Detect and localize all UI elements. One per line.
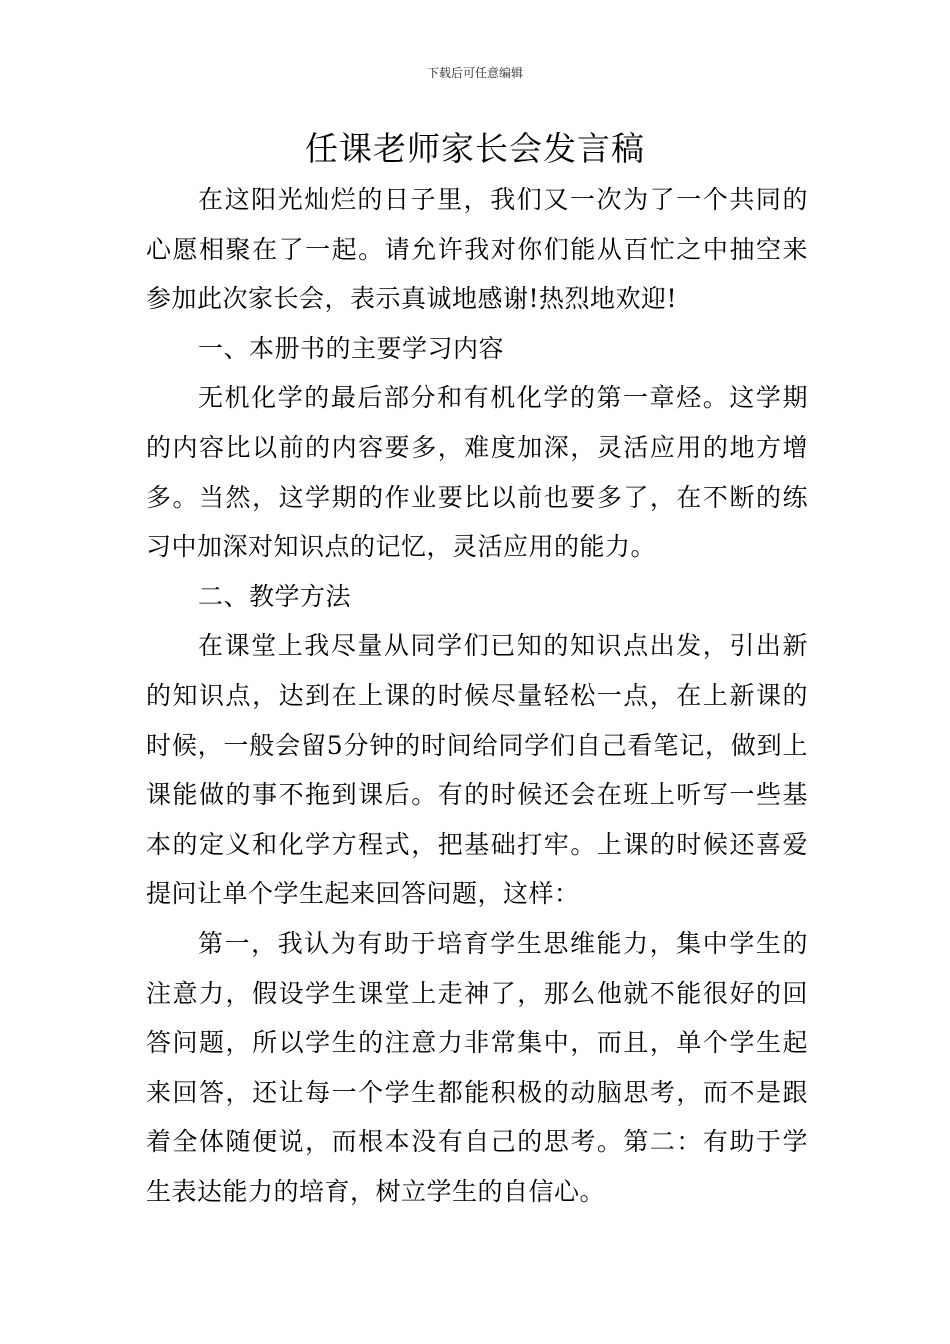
document-title: 任课老师家长会发言稿 (305, 129, 645, 168)
paragraph-content: 无机化学的最后部分和有机化学的第一章烃。这学期的内容比以前的内容要多，难度加深，灵活应用的地方增多。当然，这学期的作业要比以前也要多了，在不断的练习中加深对知识点的记忆，灵活应用的能力。 (146, 383, 808, 562)
paragraph-method: 在课堂上我尽量从同学们已知的知识点出发，引出新的知识点，达到在上课的时候尽量轻松一点，在上新课的时候，一般会留5分钟的时间给同学们自己看笔记，做到上课能做的事不拖到课后。有的时候还会在班上听写一些基本的定义和化学方程式，把基础打牢。上课的时候还喜爱提问让单个学生起来回答问题，这样： (146, 631, 808, 909)
section-heading-method: 二、教学方法 (198, 581, 352, 611)
header-note: 下载后可任意编辑 (426, 66, 523, 80)
document-body (146, 175, 808, 1216)
section-heading-content: 一、本册书的主要学习内容 (198, 333, 505, 363)
paragraph-benefits: 第一，我认为有助于培育学生思维能力，集中学生的注意力，假设学生课堂上走神了，那么他就不能很好的回答问题，所以学生的注意力非常集中，而且，单个学生起来回答，还让每一个学生都能积极的动脑思考，而不是跟着全体随便说，而根本没有自己的思考。第二：有助于学生表达能力的培育，树立学生的自信心。 (146, 928, 808, 1206)
paragraph-greeting: 在这阳光灿烂的日子里，我们又一次为了一个共同的心愿相聚在了一起。请允许我对你们能从百忙之中抽空来参加此次家长会，表示真诚地感谢!热烈地欢迎! (146, 185, 808, 314)
